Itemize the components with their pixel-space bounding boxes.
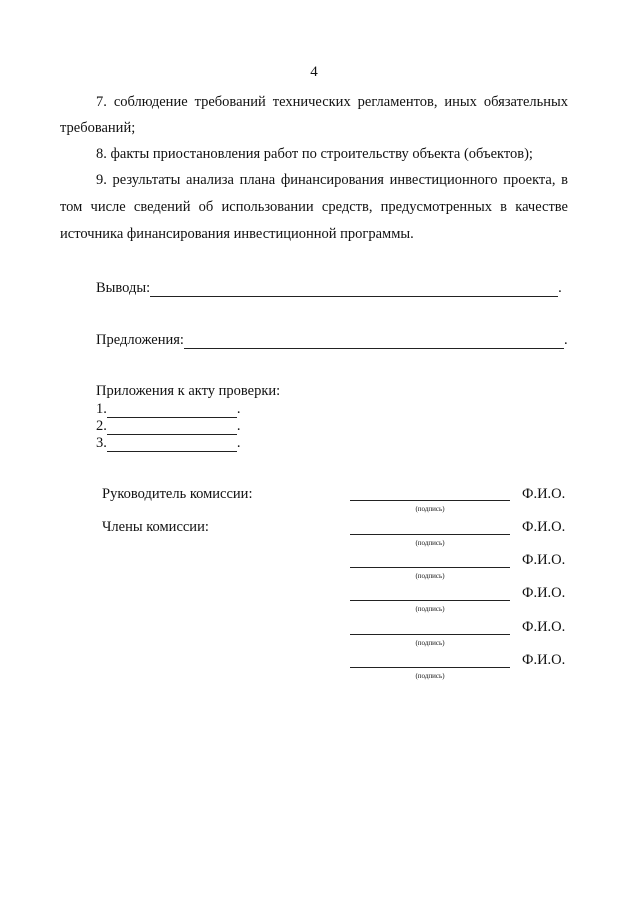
paragraph-8: 8. факты приостановления работ по строительству объекта (объектов); <box>96 146 533 162</box>
signature-line[interactable] <box>350 634 510 635</box>
signature-line[interactable] <box>350 567 510 568</box>
attachment-number: 3. <box>96 435 107 451</box>
chair-label: Руководитель комиссии: <box>102 486 253 502</box>
members-label: Члены комиссии: <box>102 519 209 535</box>
fio-label: Ф.И.О. <box>522 552 566 568</box>
paragraph-9-line-1: 9. результаты анализа плана финансирования инвестиционного проекта, в <box>96 172 568 188</box>
attachment-item <box>96 435 241 452</box>
signature-line[interactable] <box>350 667 510 668</box>
attachment-input-line[interactable] <box>107 421 237 435</box>
fio-label: Ф.И.О. <box>522 486 566 502</box>
signature-caption: (подпись) <box>415 605 445 613</box>
paragraph-7-line-1: 7. соблюдение требований технических регламентов, иных обязательных <box>96 94 568 110</box>
fio-label: Ф.И.О. <box>522 519 566 535</box>
attachment-number: 2. <box>96 418 107 434</box>
attachment-item <box>96 401 241 418</box>
fio-label: Ф.И.О. <box>522 585 566 601</box>
attachment-input-line[interactable] <box>107 404 237 418</box>
signature-caption: (подпись) <box>415 672 445 680</box>
proposals-field <box>96 332 568 349</box>
signature-line[interactable] <box>350 600 510 601</box>
attachment-number: 1. <box>96 401 107 417</box>
paragraph-9-line-3: источника финансирования инвестиционной программы. <box>60 226 414 242</box>
paragraph-9-line-2: том числе сведений об использовании средств, предусмотренных в качестве <box>60 199 568 215</box>
proposals-input-line[interactable] <box>184 335 564 349</box>
signature-caption: (подпись) <box>415 572 445 580</box>
conclusions-input-line[interactable] <box>150 283 558 297</box>
attachment-input-line[interactable] <box>107 438 237 452</box>
conclusions-label: Выводы: <box>96 280 151 296</box>
proposals-label: Предложения: <box>96 332 184 348</box>
attachment-item <box>96 418 241 435</box>
signature-caption: (подпись) <box>415 639 445 647</box>
attachments-title: Приложения к акту проверки: <box>96 383 281 399</box>
attachment-end: . <box>236 435 241 451</box>
signature-line[interactable] <box>350 534 510 535</box>
paragraph-7-line-2: требований; <box>60 120 136 136</box>
proposals-end: . <box>563 332 568 348</box>
fio-label: Ф.И.О. <box>522 652 566 668</box>
conclusions-field <box>96 280 562 297</box>
page-number: 4 <box>310 64 318 80</box>
attachment-end: . <box>236 418 241 434</box>
conclusions-end: . <box>558 280 562 296</box>
signature-line[interactable] <box>350 500 510 501</box>
attachment-end: . <box>236 401 241 417</box>
fio-label: Ф.И.О. <box>522 619 566 635</box>
signature-caption: (подпись) <box>415 505 445 513</box>
signature-caption: (подпись) <box>415 539 445 547</box>
